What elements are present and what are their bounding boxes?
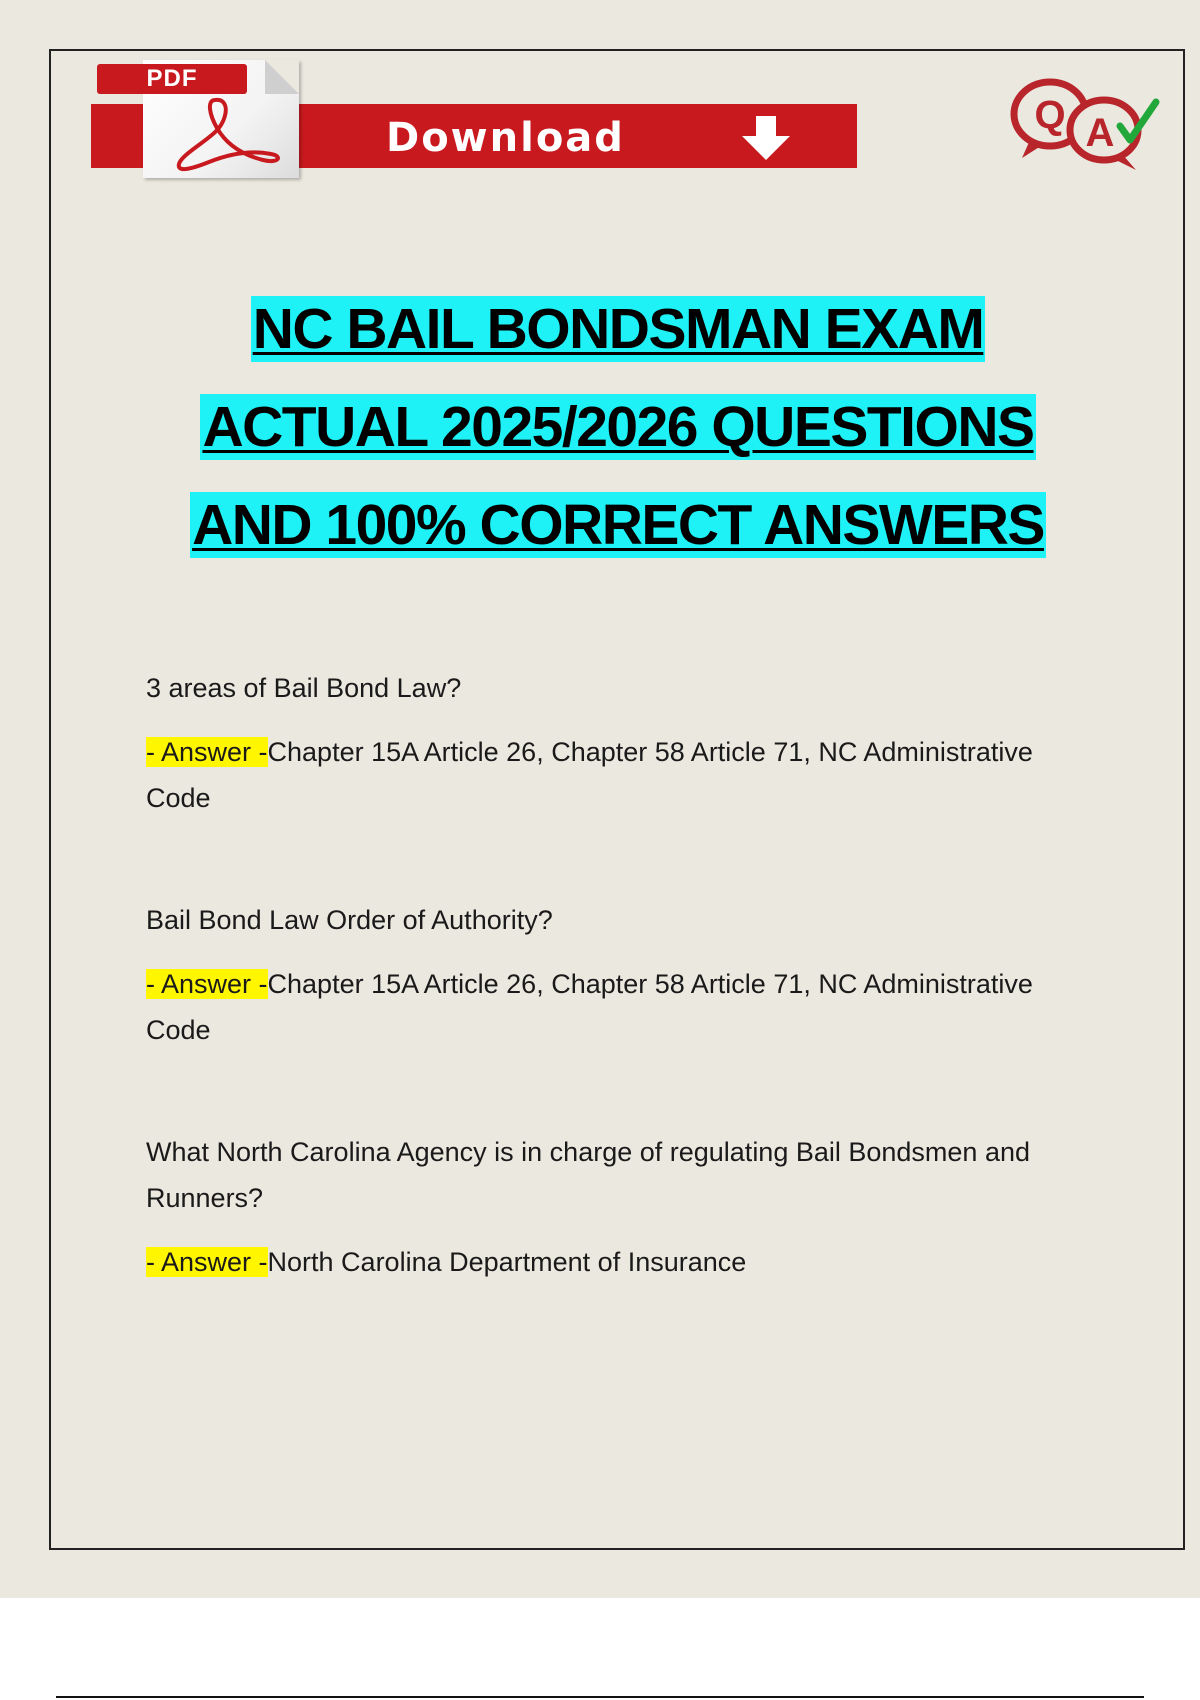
question-text: Bail Bond Law Order of Authority?: [146, 905, 553, 935]
title-line-3: AND 100% CORRECT ANSWERS: [192, 493, 1044, 557]
answer-text: [146, 1239, 1066, 1285]
qa-check-logo-icon: [1008, 74, 1168, 174]
qa-item: [146, 897, 1066, 1053]
question-text: 3 areas of Bail Bond Law?: [146, 673, 462, 703]
answer-text: [146, 729, 1066, 821]
document-title: [0, 296, 1200, 590]
answer-text: [146, 961, 1066, 1053]
logo-a-letter: A: [1085, 111, 1115, 155]
answer-prefix: - Answer -: [146, 969, 268, 999]
answer-body: North Carolina Department of Insurance: [267, 1247, 747, 1277]
qa-list: [146, 665, 1066, 1361]
answer-prefix: - Answer -: [146, 737, 268, 767]
answer-body: Chapter 15A Article 26, Chapter 58 Article 71, NC Administrative Code: [146, 969, 1033, 1045]
pdf-tag: PDF: [97, 64, 247, 94]
qa-item: [146, 665, 1066, 821]
title-line-1: NC BAIL BONDSMAN EXAM: [252, 297, 984, 361]
bottom-divider: [56, 1696, 1144, 1698]
answer-body: Chapter 15A Article 26, Chapter 58 Article 71, NC Administrative Code: [146, 737, 1033, 813]
question-text: What North Carolina Agency is in charge of regulating Bail Bondsmen and Runners?: [146, 1137, 1030, 1213]
down-arrow-icon: [736, 116, 796, 162]
acrobat-icon: [155, 90, 295, 174]
page-fold: [265, 60, 299, 94]
answer-prefix: - Answer -: [146, 1247, 268, 1277]
download-label: Download: [386, 115, 625, 161]
logo-q-letter: Q: [1034, 93, 1066, 137]
pdf-download-banner[interactable]: [91, 60, 861, 180]
qa-item: [146, 1129, 1066, 1285]
title-line-2: ACTUAL 2025/2026 QUESTIONS: [202, 395, 1034, 459]
banner-left-block: [91, 104, 147, 168]
